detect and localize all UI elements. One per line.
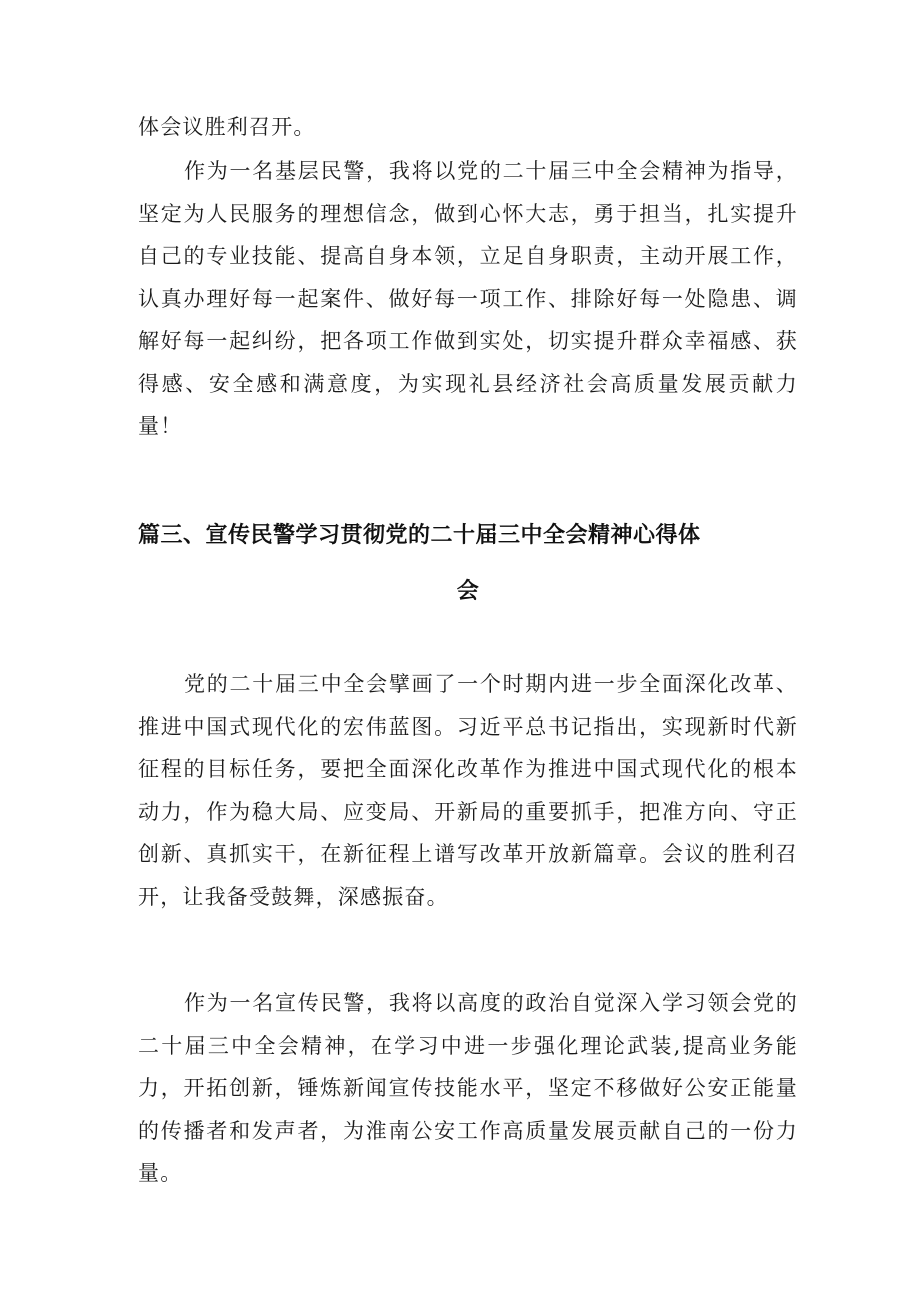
- paragraph-publicity-officer: 作为一名宣传民警，我将以高度的政治自觉深入学习领会党的二十届三中全会精神，在学习中进一步强化理论武装,提高业务能力，开拓创新，锤炼新闻宣传技能水平，坚定不移做好公安正能量的传播者和发声者，为淮南公安工作高质量发展贡献自己的一份力量。: [138, 991, 798, 1185]
- paragraph-grassroots-officer: 作为一名基层民警，我将以党的二十届三中全会精神为指导，坚定为人民服务的理想信念，做到心怀大志，勇于担当，扎实提升自己的专业技能、提高自身本领，立足自身职责，主动开展工作，认真办理好每一起案件、做好每一项工作、排除好每一处隐患、调解好每一起纠纷，把各项工作做到实处，切实提升群众幸福感、获得感、安全感和满意度，为实现礼县经济社会高质量发展贡献力量！: [138, 159, 798, 438]
- paragraph-continuation: 体会议胜利召开。: [138, 115, 316, 139]
- section-heading: [138, 508, 798, 620]
- paragraph-plenary-session: 党的二十届三中全会擘画了一个时期内进一步全面深化改革、推进中国式现代化的宏伟蓝图。习近平总书记指出，实现新时代新征程的目标任务，要把全面深化改革作为推进中国式现代化的根本动力，作为稳大局、应变局、开新局的重要抓手，把准方向、守正创新、真抓实干，在新征程上谱写改革开放新篇章。会议的胜利召开，让我备受鼓舞，深感振奋。: [138, 672, 798, 909]
- section-heading-line2: 会: [456, 579, 480, 604]
- section-heading-line1: 篇三、宣传民警学习贯彻党的二十届三中全会精神心得体: [138, 523, 701, 548]
